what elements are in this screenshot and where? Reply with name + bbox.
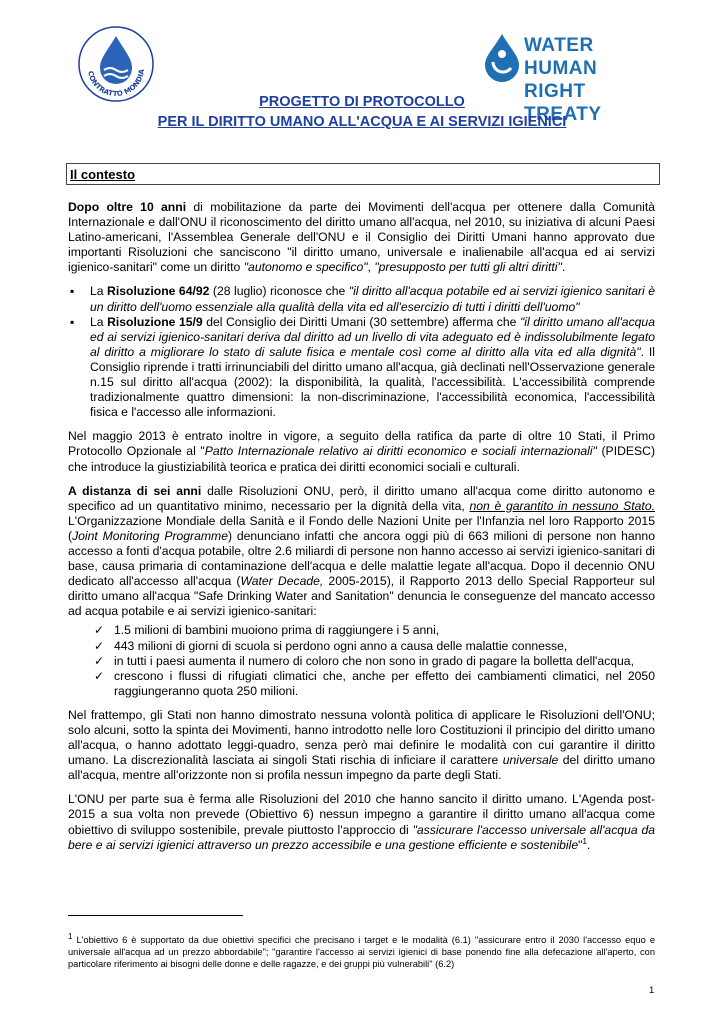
paragraph-3 [68,484,655,620]
resolutions-list [68,284,655,420]
p3-lead: A distanza di sei anni [68,483,202,498]
paragraph-4 [68,708,655,783]
list-item: ✓ in tutti i paesi aumenta il numero di coloro che non sono in grado di pagare la bolletta dell'acqua, [68,654,655,669]
p4-em: universale [502,753,559,768]
paragraph-1 [68,200,655,275]
p4-text2: del diritto umano all'acqua, mentre all'orizzonte non si profila nessun impegno da parte degli Stati. [68,753,655,783]
water-human-right-treaty-logo [482,32,654,125]
b2-bold: Risoluzione 15/9 [107,314,203,329]
list-item [68,315,655,421]
b1-pre: La [90,284,108,299]
list-item: ✓ 443 milioni di giorni di scuola si perdono ogni anno a causa delle malattie connesse, [68,639,655,654]
page-number: 1 [649,985,655,996]
footnote [68,931,655,970]
consequences-list [68,623,655,698]
p2-em: Patto Internazionale relativo ai diritti economico e sociali internazionali" [204,444,597,459]
paragraph-5 [68,792,655,852]
p5-em: "assicurare l'accesso universale all'acqua da bere e ai servizi igienici attraverso un prezzo accessibile e una gestione efficiente e sostenibile [68,822,655,852]
b1-text: (28 luglio) riconosce che [209,284,349,299]
p1-text: di mobilitazione da parte dei Movimenti dell'acqua per ottenere dalla Comunità Internazionale e dall'ONU il riconoscimento del diritto umano all'acqua, nel 2010, su iniziativa di alcuni Paesi Latino-americani, l'Assemblea Generale dell'ONU e il Consiglio dei Diritti Umani hanno approvato due importanti Risoluzioni che sanciscono "il diritto umano, universale e inalienabile all'acqua ed ai servizi igienico-sanitari" come un diritto [68,200,655,275]
paragraph-2 [68,429,655,474]
section-heading: Il contesto [70,167,136,182]
b2-pre: La [90,314,108,329]
logo-line-2: RIGHT TREATY [524,81,602,125]
p3-text1: dalle Risoluzioni ONU, però, il diritto umano all'acqua come diritto autonomo e specifico ad un quantitativo minimo, necessario per la dignità della vita, [68,483,655,513]
water-drop-icon [482,32,522,82]
p3-em-u: non è garantito in nessuno Stato. [469,498,655,513]
p2-text1: Nel maggio 2013 è entrato inoltre in vigore, a seguito della ratifica da parte di oltre 10 Stati, il Primo Protocollo Opzionale al " [68,429,655,459]
left-logo-text: CONTRATTO MONDIA [86,68,147,99]
b2-em: "il diritto umano all'acqua ed ai servizi igienico-sanitari deriva dal diritto ad un livello di vita adeguato ed è indissolubilmente legato al diritto a migliorare lo stato di salute fisica e mentale così come al diritto alla vita ed alla dignità" [90,314,655,359]
list-item: ✓ crescono i flussi di rifugiati climatici che, anche per effetto dei cambiamenti climatici, nel 2050 raggiungeranno quota 250 milioni. [68,669,655,699]
b1-bold: Risoluzione 64/92 [107,284,210,299]
footnote-separator [68,915,243,916]
p3-text2: L'Organizzazione Mondiale della Sanità e il Fondo delle Nazioni Unite per l'Infanzia nel loro Rapporto 2015 ( [68,513,655,543]
list-item: ✓ 1.5 milioni di bambini muoiono prima di raggiungere i 5 anni, [68,623,655,638]
b1-em: "il diritto all'acqua potabile ed ai servizi igienico sanitari è un diritto dell'uomo essenziale alla qualità della vita ed all'esercizio di tutti i diritti dell'uomo" [90,284,655,314]
b2-text: del Consiglio dei Diritti Umani (30 settembre) afferma che [202,314,520,329]
p1-em1: "autonomo e specifico" [243,260,368,275]
logo-line-1: WATER HUMAN [524,35,598,79]
p3-em2: Joint Monitoring Programme [72,528,228,543]
p3-text4: 2005-2015), il Rapporto 2013 dello Special Rapporteur sul diritto umano all'acqua "Safe Drinking Water and Sanitation" denuncia le conseguenze del mancato accesso ad acqua potabile e ai servizi igienico-sanitari: [68,574,655,619]
p3-em3: Water Decade, [240,574,324,589]
p1-lead: Dopo oltre 10 anni [68,200,187,214]
p1-em2: "presupposto per tutti gli altri diritti" [374,260,562,275]
document-body [68,200,655,862]
document-title-line-2: PER IL DIRITTO UMANO ALL'ACQUA E AI SERVIZI IGIENICI [157,114,567,130]
b2-post: . Il Consiglio riprende i tratti irrinunciabili del diritto umano all'acqua, già declinati nell'Osservazione generale n.15 sul diritto all'acqua (2002): la disponibilità, la qualità, l'accessibilità. L'accessibilità comprende tradizionalmente quattro dimensioni: la non-discriminazione, l'accessibilità economica, l'accessibilità fisica e l'accesso alle informazioni. [90,344,656,420]
list-item [68,284,655,314]
p3-text3: ) denunciano infatti che ancora oggi più di 663 milioni di persone non hanno accesso a fonti d'acqua potabile, oltre 2.6 miliardi di persone non hanno accesso ai servizi igienico-sanitari di base, causa primaria di contaminazione dell'acqua e delle malattie legate all'acqua. Dopo il decennio ONU dedicato all'accesso all'acqua ( [68,528,655,589]
p5-text1: L'ONU per parte sua è ferma alle Risoluzioni del 2010 che hanno sancito il diritto umano. L'Agenda post-2015 a sua volta non prevede (Obiettivo 6) nessun impegno a garantire il diritto umano all'acqua come obiettivo di sviluppo sostenibile, prevale piuttosto l'approccio di [68,792,655,837]
footnote-mark: 1 [68,931,73,941]
section-heading-box [66,163,660,185]
footnote-text: L'obiettivo 6 è supportato da due obiettivi specifici che precisano i target e le modalità (6.1) "assicurare entro il 2030 l'accesso equo e universale all'acqua ad un prezzo abbordabile"; "garantire l'accesso ai servizi igienici di base ponendo fine alla defecazione all'aperto, con particolare riferimento ai bisogni delle donne e delle ragazze, e dei gruppi più vulnerabili" (6.2) [68,935,655,969]
p2-text2: (PIDESC) che introduce la giustiziabilità teorica e pratica dei diritti economici sociali e culturali. [68,444,655,474]
p5-text3: . [586,837,591,852]
document-title-line-1: PROGETTO DI PROTOCOLLO [259,94,465,110]
p4-text1: Nel frattempo, gli Stati non hanno dimostrato nessuna volontà politica di applicare le Risoluzioni dell'ONU; solo alcuni, sotto la spinta dei Movimenti, hanno introdotto nelle loro Costituzioni il principio del diritto umano all'acqua, o hanno adottato leggi-quadro, senza però mai definire le modalità con cui garantire il diritto umano. La discrezionalità lasciata ai singoli Stati rischia di inficiare il carattere [68,707,655,768]
footnote-ref[interactable]: 1 [582,836,587,846]
p1-text3: . [561,260,566,275]
p5-text2: " [578,837,583,852]
p1-text2: , [367,260,375,275]
